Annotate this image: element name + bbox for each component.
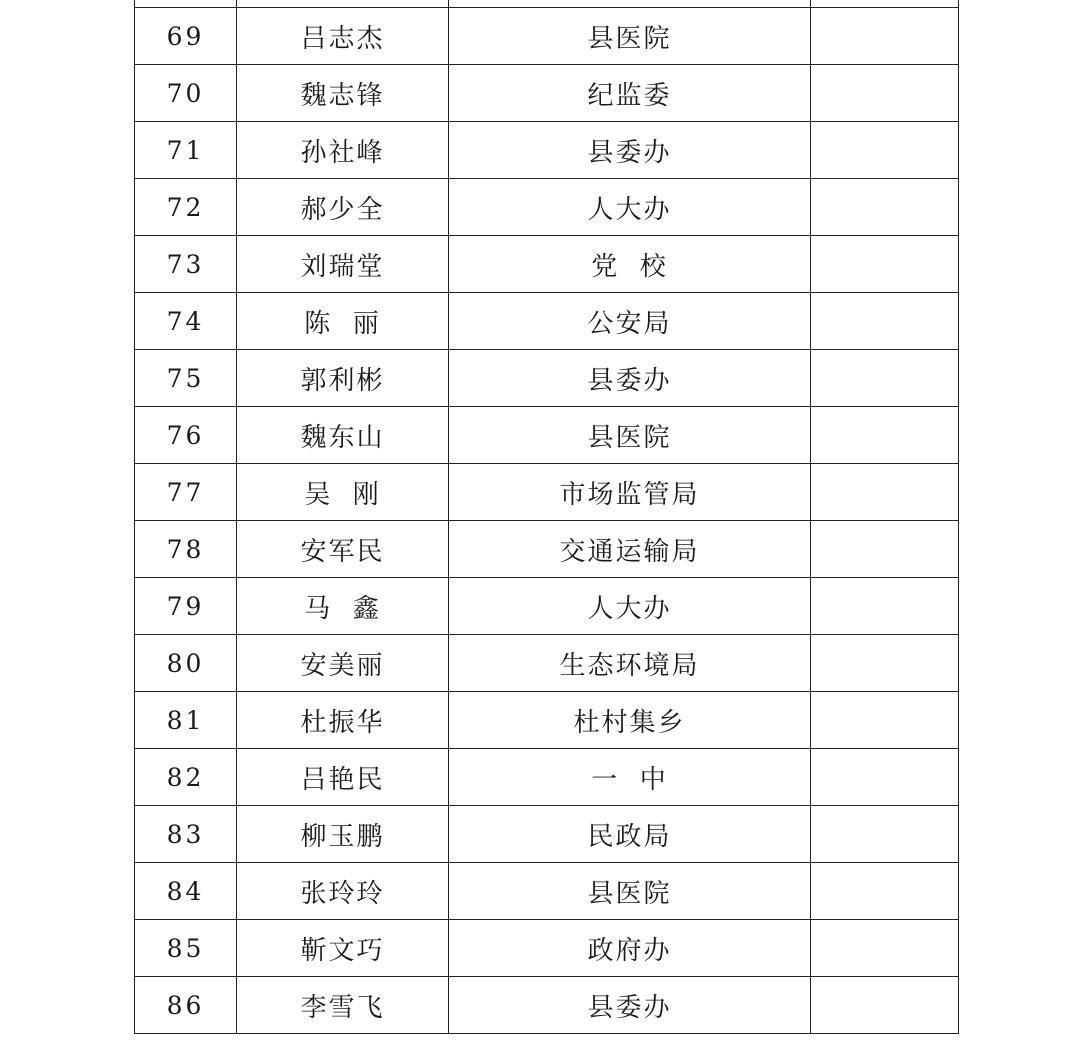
- table-row: [135, 407, 959, 464]
- table-row: [135, 293, 959, 350]
- row-number: 74: [135, 293, 237, 350]
- remarks-cell: [811, 407, 959, 464]
- remarks-cell: [811, 8, 959, 65]
- table-row: [135, 578, 959, 635]
- person-name: 吴 刚: [237, 464, 449, 521]
- row-number: 79: [135, 578, 237, 635]
- table-row: [135, 350, 959, 407]
- remarks-cell: [811, 977, 959, 1034]
- work-unit: 公安局: [449, 293, 811, 350]
- person-name: 安军民: [237, 521, 449, 578]
- person-name: 李雪飞: [237, 977, 449, 1034]
- remarks-cell: [811, 749, 959, 806]
- roster-body: [135, 0, 959, 1034]
- work-unit: 生态环境局: [449, 635, 811, 692]
- table-row: [135, 521, 959, 578]
- row-number: 71: [135, 122, 237, 179]
- remarks-cell: [811, 920, 959, 977]
- row-number: 86: [135, 977, 237, 1034]
- work-unit: 纪监委: [449, 65, 811, 122]
- person-name: 魏东山: [237, 407, 449, 464]
- row-number: 69: [135, 8, 237, 65]
- work-unit: 交通运输局: [449, 521, 811, 578]
- table-row: [135, 464, 959, 521]
- remarks-cell: [811, 521, 959, 578]
- remarks-cell: [811, 179, 959, 236]
- work-unit: 县委办: [449, 122, 811, 179]
- remarks-cell: [811, 578, 959, 635]
- row-number: 73: [135, 236, 237, 293]
- row-number: 85: [135, 920, 237, 977]
- work-unit: 县医院: [449, 407, 811, 464]
- table-row: [135, 977, 959, 1034]
- remarks-cell: [811, 863, 959, 920]
- person-name: 靳文巧: [237, 920, 449, 977]
- work-unit: 市场监管局: [449, 464, 811, 521]
- table-row: [135, 122, 959, 179]
- person-name: 吕志杰: [237, 8, 449, 65]
- person-name: 刘瑞堂: [237, 236, 449, 293]
- work-unit: 人大办: [449, 179, 811, 236]
- remarks-cell: [811, 635, 959, 692]
- work-unit: 县委办: [449, 977, 811, 1034]
- person-name: 陈 丽: [237, 293, 449, 350]
- remarks-cell: [811, 350, 959, 407]
- work-unit: 人大办: [449, 578, 811, 635]
- table-row: [135, 236, 959, 293]
- person-name: [237, 0, 449, 8]
- table-row: [135, 635, 959, 692]
- remarks-cell: [811, 692, 959, 749]
- row-number: 77: [135, 464, 237, 521]
- remarks-cell: [811, 806, 959, 863]
- table-row: [135, 920, 959, 977]
- person-name: 吕艳民: [237, 749, 449, 806]
- person-name: 张玲玲: [237, 863, 449, 920]
- work-unit: 一 中: [449, 749, 811, 806]
- work-unit: 民政局: [449, 806, 811, 863]
- table-row: [135, 179, 959, 236]
- person-name: 柳玉鹏: [237, 806, 449, 863]
- row-number: 78: [135, 521, 237, 578]
- work-unit: 县委办: [449, 350, 811, 407]
- person-name: 郭利彬: [237, 350, 449, 407]
- table-row: [135, 0, 959, 8]
- row-number: 81: [135, 692, 237, 749]
- work-unit: 县医院: [449, 8, 811, 65]
- person-name: 杜振华: [237, 692, 449, 749]
- roster-table: [134, 0, 959, 1034]
- remarks-cell: [811, 293, 959, 350]
- row-number: 83: [135, 806, 237, 863]
- person-name: 魏志锋: [237, 65, 449, 122]
- remarks-cell: [811, 0, 959, 8]
- work-unit: 政府办: [449, 920, 811, 977]
- table-row: [135, 863, 959, 920]
- row-number: [135, 0, 237, 8]
- remarks-cell: [811, 464, 959, 521]
- row-number: 84: [135, 863, 237, 920]
- table-row: [135, 806, 959, 863]
- row-number: 76: [135, 407, 237, 464]
- table-row: [135, 749, 959, 806]
- row-number: 72: [135, 179, 237, 236]
- work-unit: 党 校: [449, 236, 811, 293]
- person-name: 安美丽: [237, 635, 449, 692]
- remarks-cell: [811, 65, 959, 122]
- work-unit: 县医院: [449, 863, 811, 920]
- row-number: 75: [135, 350, 237, 407]
- table-row: [135, 8, 959, 65]
- remarks-cell: [811, 122, 959, 179]
- row-number: 70: [135, 65, 237, 122]
- table-row: [135, 692, 959, 749]
- row-number: 80: [135, 635, 237, 692]
- person-name: 马 鑫: [237, 578, 449, 635]
- work-unit: 杜村集乡: [449, 692, 811, 749]
- person-name: 孙社峰: [237, 122, 449, 179]
- work-unit: [449, 0, 811, 8]
- table-row: [135, 65, 959, 122]
- row-number: 82: [135, 749, 237, 806]
- remarks-cell: [811, 236, 959, 293]
- person-name: 郝少全: [237, 179, 449, 236]
